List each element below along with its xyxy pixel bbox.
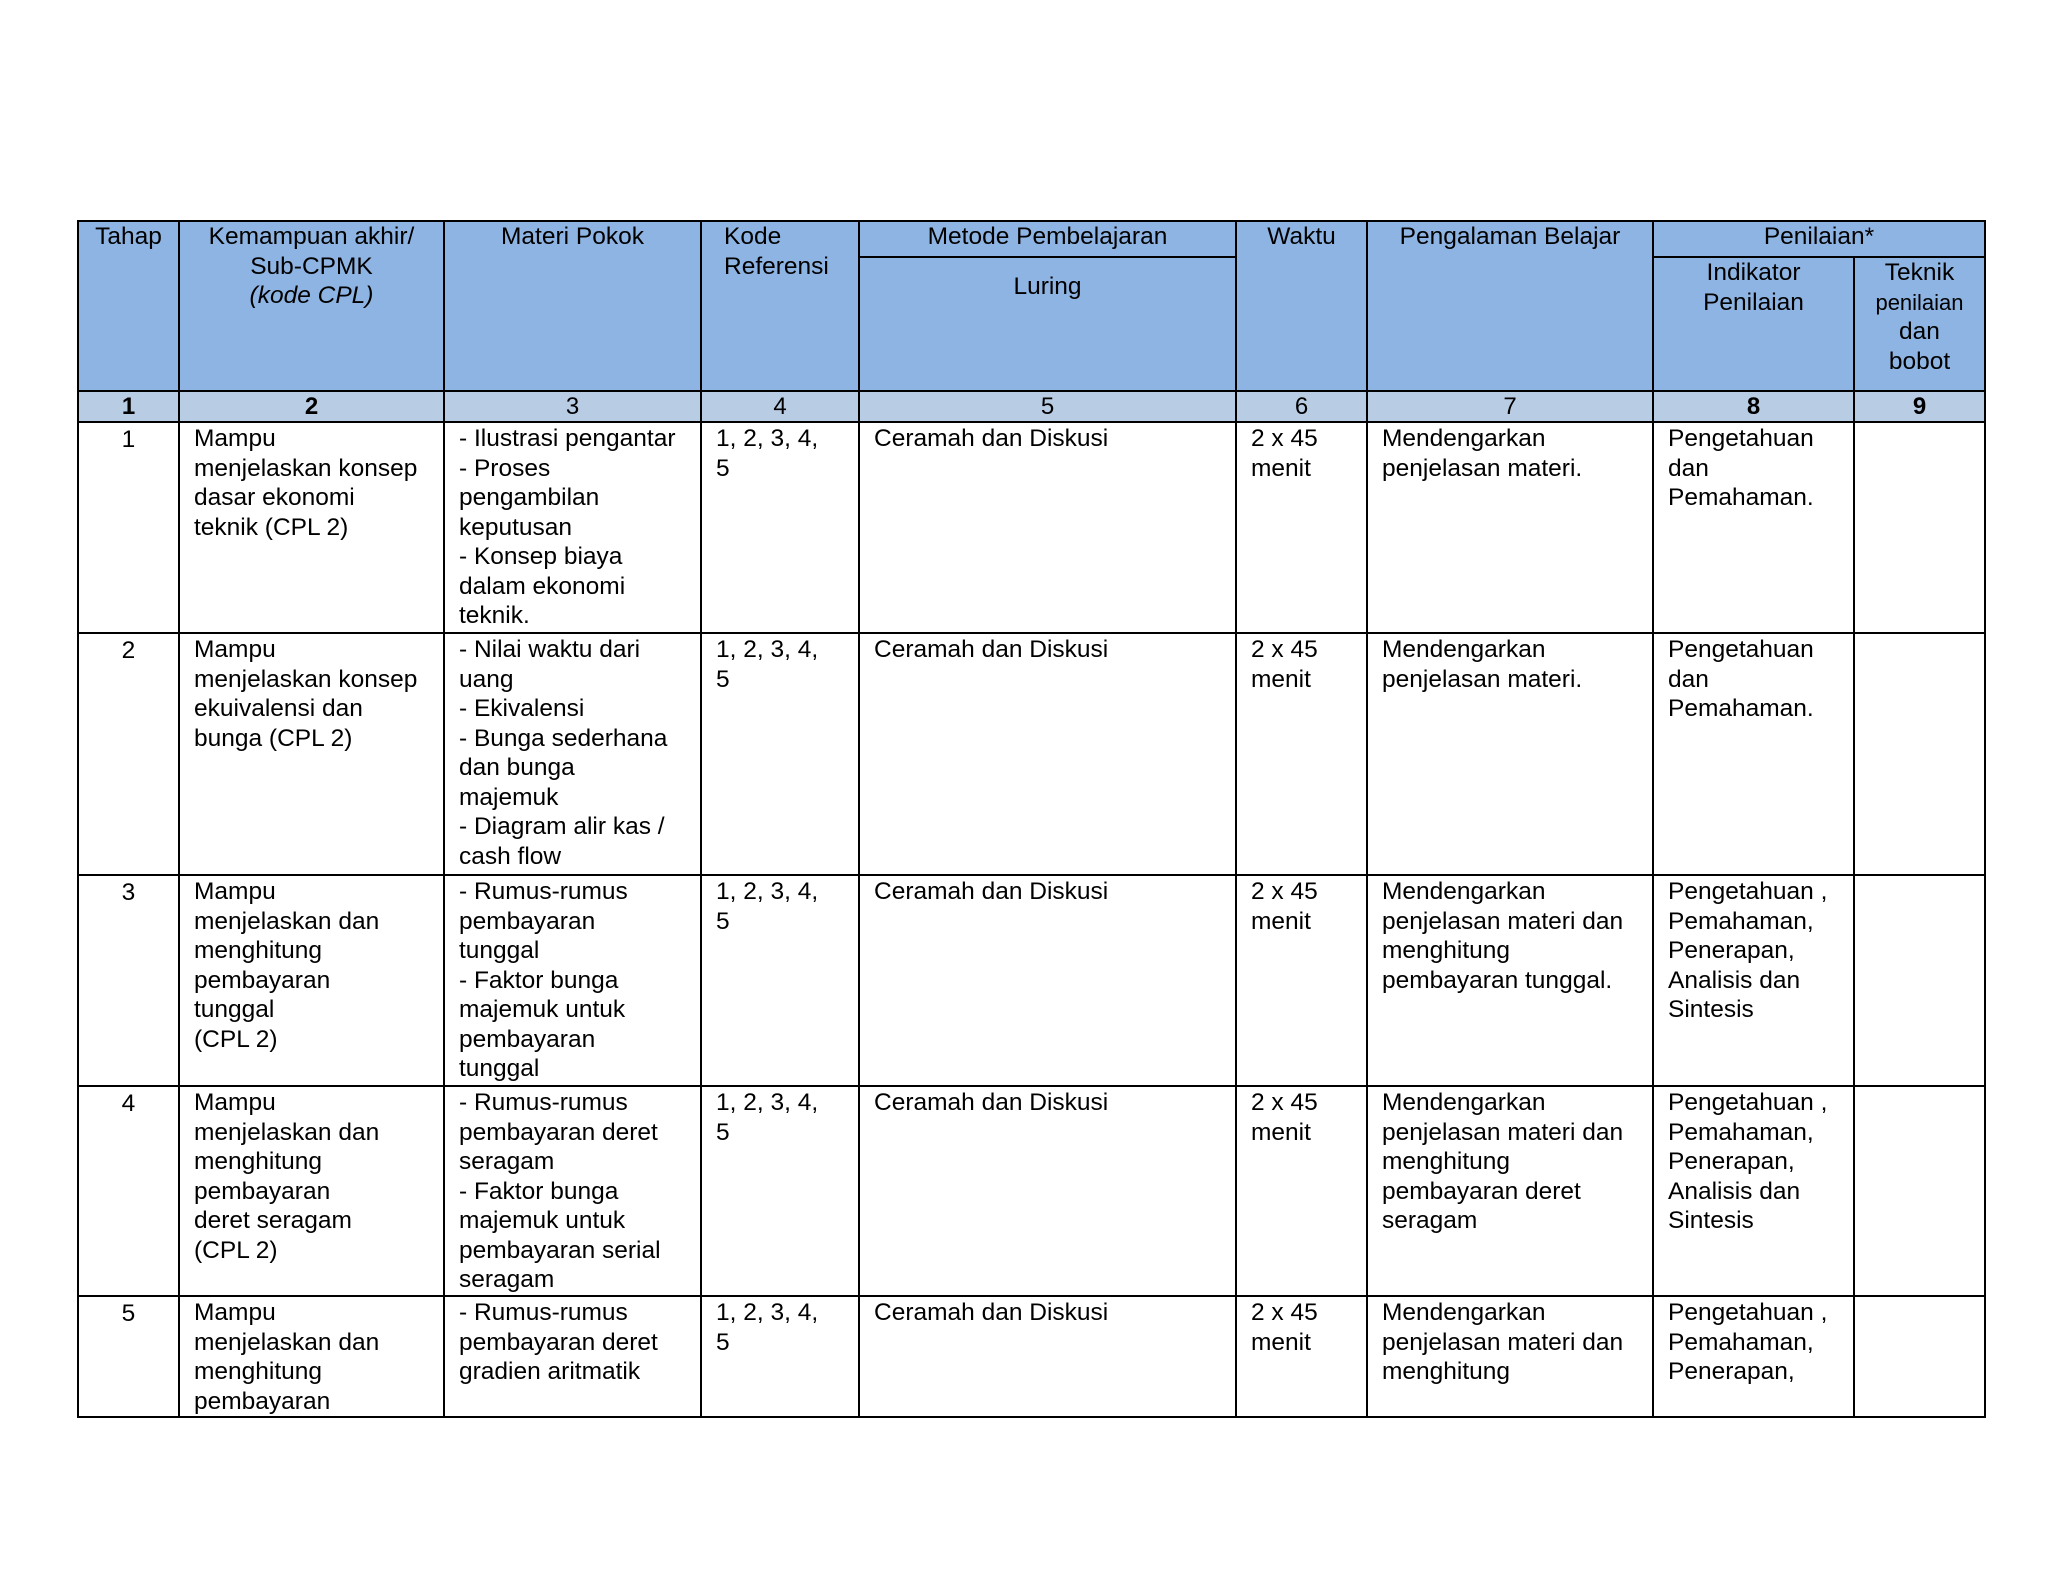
- pengalaman-belajar-line: Mendengarkan: [1382, 636, 1546, 663]
- header-penilaian: Penilaian*: [1653, 221, 1985, 257]
- header-materi: Materi Pokok: [444, 221, 701, 391]
- kemampuan-line: menghitung: [194, 1148, 323, 1175]
- pengalaman-belajar-line: penjelasan materi.: [1382, 665, 1583, 693]
- kode-referensi-line: 5: [716, 454, 730, 482]
- luring-line: Ceramah dan Diskusi: [874, 878, 1109, 905]
- indikator-penilaian-cell: [1653, 422, 1854, 633]
- kemampuan-line: menghitung: [194, 1358, 323, 1385]
- table-row: [78, 633, 1985, 875]
- indikator-penilaian-line: Pemahaman,: [1668, 1328, 1814, 1356]
- kode-referensi-line: 1, 2, 3, 4,: [716, 425, 819, 452]
- indikator-penilaian-line: Penerapan,: [1668, 937, 1795, 964]
- materi-pokok-line: keputusan: [459, 513, 573, 541]
- header-kode-line: Kode: [724, 223, 782, 250]
- materi-pokok-line: uang: [459, 665, 514, 693]
- materi-pokok-line: dan bunga: [459, 754, 575, 781]
- header-indikator-line: Penilaian: [1703, 288, 1804, 316]
- materi-pokok-line: cash flow: [459, 842, 562, 870]
- header-indikator-line: Indikator: [1706, 259, 1801, 286]
- pengalaman-belajar-line: Mendengarkan: [1382, 878, 1546, 905]
- header-kemampuan-line: Sub-CPMK: [250, 252, 373, 280]
- materi-pokok-line: majemuk untuk: [459, 996, 626, 1023]
- materi-pokok-line: majemuk untuk: [459, 1207, 626, 1234]
- tahap-cell: 2: [78, 633, 179, 875]
- kemampuan-line: pembayaran: [194, 1387, 331, 1415]
- luring-cell: [859, 422, 1236, 633]
- teknik-penilaian-cell: [1854, 422, 1985, 633]
- header-pengalaman-belajar: Pengalaman Belajar: [1367, 221, 1653, 391]
- waktu-line: menit: [1251, 907, 1311, 935]
- kode-referensi-cell: [701, 1296, 859, 1417]
- materi-pokok-line: pembayaran: [459, 1025, 596, 1053]
- pengalaman-belajar-line: menghitung: [1382, 937, 1511, 964]
- waktu-line: menit: [1251, 454, 1311, 482]
- kode-referensi-line: 1, 2, 3, 4,: [716, 878, 819, 905]
- indikator-penilaian-cell: [1653, 1296, 1854, 1417]
- indikator-penilaian-line: Pemahaman.: [1668, 695, 1814, 722]
- kemampuan-line: Mampu: [194, 1089, 276, 1116]
- kemampuan-cell: [179, 422, 444, 633]
- pengalaman-belajar-cell: [1367, 875, 1653, 1086]
- column-number: 7: [1367, 391, 1653, 422]
- materi-pokok-line: gradien aritmatik: [459, 1358, 641, 1385]
- table-row: [78, 422, 1985, 633]
- materi-pokok-line: - Faktor bunga: [459, 966, 619, 994]
- kemampuan-cell: [179, 1086, 444, 1296]
- table-row: [78, 1086, 1985, 1296]
- kemampuan-line: ekuivalensi dan: [194, 695, 363, 722]
- waktu-cell: [1236, 1086, 1367, 1296]
- header-teknik-line: bobot: [1888, 347, 1951, 375]
- column-number: 9: [1854, 391, 1985, 422]
- table-row: [78, 875, 1985, 1086]
- kode-referensi-line: 1, 2, 3, 4,: [716, 1089, 819, 1116]
- materi-pokok-cell: [444, 633, 701, 875]
- indikator-penilaian-line: Sintesis: [1668, 996, 1754, 1023]
- pengalaman-belajar-cell: [1367, 633, 1653, 875]
- waktu-line: menit: [1251, 1118, 1311, 1146]
- luring-cell: [859, 1086, 1236, 1296]
- indikator-penilaian-line: Pengetahuan: [1668, 636, 1814, 663]
- lesson-plan-table: [77, 220, 1986, 1418]
- teknik-penilaian-cell: [1854, 1086, 1985, 1296]
- materi-pokok-line: pembayaran deret: [459, 1118, 658, 1146]
- waktu-line: menit: [1251, 1328, 1311, 1356]
- waktu-line: 2 x 45: [1251, 636, 1318, 663]
- pengalaman-belajar-line: penjelasan materi.: [1382, 454, 1583, 482]
- luring-line: Ceramah dan Diskusi: [874, 1299, 1109, 1326]
- kode-referensi-cell: [701, 422, 859, 633]
- indikator-penilaian-cell: [1653, 633, 1854, 875]
- column-number: 6: [1236, 391, 1367, 422]
- kemampuan-line: dasar ekonomi: [194, 484, 355, 511]
- waktu-line: 2 x 45: [1251, 878, 1318, 905]
- header-kemampuan: [179, 221, 444, 391]
- table-body: [78, 422, 1985, 1417]
- indikator-penilaian-line: Analisis dan: [1668, 1177, 1801, 1205]
- pengalaman-belajar-line: Mendengarkan: [1382, 1299, 1546, 1326]
- header-kemampuan-line: Kemampuan akhir/: [208, 223, 415, 250]
- header-teknik-penilaian: [1854, 257, 1985, 391]
- materi-pokok-line: tunggal: [459, 937, 540, 964]
- waktu-line: menit: [1251, 665, 1311, 693]
- pengalaman-belajar-line: Mendengarkan: [1382, 425, 1546, 452]
- indikator-penilaian-line: Pengetahuan ,: [1668, 878, 1828, 905]
- indikator-penilaian-line: Penerapan,: [1668, 1148, 1795, 1175]
- waktu-cell: [1236, 1296, 1367, 1417]
- teknik-penilaian-cell: [1854, 633, 1985, 875]
- kemampuan-cell: [179, 633, 444, 875]
- tahap-cell: 5: [78, 1296, 179, 1417]
- indikator-penilaian-line: Pemahaman.: [1668, 484, 1814, 511]
- teknik-penilaian-cell: [1854, 1296, 1985, 1417]
- header-kemampuan-kode-cpl: (kode CPL): [249, 282, 374, 309]
- kode-referensi-line: 1, 2, 3, 4,: [716, 1299, 819, 1326]
- kemampuan-cell: [179, 875, 444, 1086]
- kemampuan-line: Mampu: [194, 1299, 276, 1326]
- kemampuan-line: pembayaran: [194, 966, 331, 994]
- luring-line: Ceramah dan Diskusi: [874, 425, 1109, 452]
- indikator-penilaian-line: Sintesis: [1668, 1207, 1754, 1234]
- pengalaman-belajar-line: pembayaran deret: [1382, 1177, 1581, 1205]
- indikator-penilaian-line: Pengetahuan: [1668, 425, 1814, 452]
- kemampuan-line: (CPL 2): [194, 1236, 278, 1264]
- indikator-penilaian-line: dan: [1668, 665, 1709, 693]
- tahap-cell: 3: [78, 875, 179, 1086]
- column-number: 1: [78, 391, 179, 422]
- kemampuan-line: (CPL 2): [194, 1025, 278, 1053]
- materi-pokok-line: - Diagram alir kas /: [459, 813, 665, 840]
- materi-pokok-line: majemuk: [459, 783, 559, 811]
- indikator-penilaian-cell: [1653, 1086, 1854, 1296]
- column-number-row: [78, 391, 1985, 422]
- header-teknik-line: dan: [1899, 318, 1940, 345]
- luring-cell: [859, 633, 1236, 875]
- kemampuan-cell: [179, 1296, 444, 1417]
- indikator-penilaian-cell: [1653, 875, 1854, 1086]
- kemampuan-line: tunggal: [194, 996, 275, 1023]
- kode-referensi-cell: [701, 633, 859, 875]
- header-waktu: Waktu: [1236, 221, 1367, 391]
- indikator-penilaian-line: Pemahaman,: [1668, 1118, 1814, 1146]
- header-kode-referensi: [701, 221, 859, 391]
- pengalaman-belajar-line: Mendengarkan: [1382, 1089, 1546, 1116]
- indikator-penilaian-line: Pemahaman,: [1668, 907, 1814, 935]
- kode-referensi-line: 5: [716, 665, 730, 693]
- table-header: [78, 221, 1985, 422]
- column-number: 4: [701, 391, 859, 422]
- waktu-cell: [1236, 422, 1367, 633]
- indikator-penilaian-line: dan: [1668, 454, 1709, 482]
- kemampuan-line: menjelaskan dan: [194, 907, 380, 935]
- pengalaman-belajar-cell: [1367, 422, 1653, 633]
- materi-pokok-line: pembayaran deret: [459, 1328, 658, 1356]
- waktu-line: 2 x 45: [1251, 425, 1318, 452]
- materi-pokok-line: - Faktor bunga: [459, 1177, 619, 1205]
- kemampuan-line: teknik (CPL 2): [194, 513, 349, 541]
- materi-pokok-line: - Rumus-rumus: [459, 1299, 628, 1326]
- indikator-penilaian-line: Penerapan,: [1668, 1358, 1795, 1385]
- materi-pokok-line: - Bunga sederhana: [459, 724, 668, 752]
- column-number: 8: [1653, 391, 1854, 422]
- pengalaman-belajar-line: menghitung: [1382, 1148, 1511, 1175]
- header-tahap: Tahap: [78, 221, 179, 391]
- tahap-cell: 1: [78, 422, 179, 633]
- materi-pokok-line: dalam ekonomi: [459, 572, 626, 600]
- header-kode-line: Referensi: [724, 252, 829, 280]
- pengalaman-belajar-line: penjelasan materi dan: [1382, 907, 1624, 935]
- kemampuan-line: menjelaskan dan: [194, 1118, 380, 1146]
- indikator-penilaian-line: Pengetahuan ,: [1668, 1089, 1828, 1116]
- materi-pokok-line: - Ekivalensi: [459, 695, 585, 722]
- luring-line: Ceramah dan Diskusi: [874, 1089, 1109, 1116]
- materi-pokok-line: pengambilan: [459, 484, 600, 511]
- pengalaman-belajar-line: penjelasan materi dan: [1382, 1118, 1624, 1146]
- indikator-penilaian-line: Analisis dan: [1668, 966, 1801, 994]
- kode-referensi-line: 5: [716, 907, 730, 935]
- luring-cell: [859, 1296, 1236, 1417]
- materi-pokok-line: seragam: [459, 1266, 555, 1293]
- kode-referensi-cell: [701, 1086, 859, 1296]
- header-teknik-line: Teknik: [1884, 259, 1955, 286]
- materi-pokok-line: - Rumus-rumus: [459, 878, 628, 905]
- materi-pokok-cell: [444, 875, 701, 1086]
- luring-line: Ceramah dan Diskusi: [874, 636, 1109, 663]
- kemampuan-line: bunga (CPL 2): [194, 724, 353, 752]
- materi-pokok-cell: [444, 1086, 701, 1296]
- pengalaman-belajar-cell: [1367, 1296, 1653, 1417]
- waktu-cell: [1236, 633, 1367, 875]
- header-luring: Luring: [859, 257, 1236, 391]
- materi-pokok-cell: [444, 422, 701, 633]
- header-indikator-penilaian: [1653, 257, 1854, 391]
- materi-pokok-line: - Ilustrasi pengantar: [459, 425, 676, 452]
- column-number: 3: [444, 391, 701, 422]
- kemampuan-line: Mampu: [194, 878, 276, 905]
- waktu-line: 2 x 45: [1251, 1299, 1318, 1326]
- materi-pokok-line: - Proses: [459, 454, 551, 482]
- materi-pokok-line: teknik.: [459, 602, 530, 629]
- materi-pokok-line: pembayaran serial: [459, 1236, 661, 1264]
- waktu-line: 2 x 45: [1251, 1089, 1318, 1116]
- tahap-cell: 4: [78, 1086, 179, 1296]
- materi-pokok-cell: [444, 1296, 701, 1417]
- pengalaman-belajar-line: seragam: [1382, 1207, 1478, 1234]
- materi-pokok-line: seragam: [459, 1148, 555, 1175]
- luring-cell: [859, 875, 1236, 1086]
- materi-pokok-line: - Rumus-rumus: [459, 1089, 628, 1116]
- waktu-cell: [1236, 875, 1367, 1086]
- indikator-penilaian-line: Pengetahuan ,: [1668, 1299, 1828, 1326]
- pengalaman-belajar-line: penjelasan materi dan: [1382, 1328, 1624, 1356]
- kemampuan-line: deret seragam: [194, 1207, 352, 1234]
- header-metode-pembelajaran: Metode Pembelajaran: [859, 221, 1236, 257]
- kode-referensi-line: 5: [716, 1328, 730, 1356]
- pengalaman-belajar-cell: [1367, 1086, 1653, 1296]
- table-row: [78, 1296, 1985, 1417]
- materi-pokok-line: tunggal: [459, 1055, 540, 1082]
- column-number: 2: [179, 391, 444, 422]
- kode-referensi-line: 1, 2, 3, 4,: [716, 636, 819, 663]
- header-teknik-line: penilaian: [1875, 289, 1964, 315]
- pengalaman-belajar-line: menghitung: [1382, 1358, 1511, 1385]
- kemampuan-line: Mampu: [194, 636, 276, 663]
- kemampuan-line: menjelaskan dan: [194, 1328, 380, 1356]
- kemampuan-line: Mampu: [194, 425, 276, 452]
- kemampuan-line: menghitung: [194, 937, 323, 964]
- materi-pokok-line: - Konsep biaya: [459, 543, 623, 570]
- kemampuan-line: pembayaran: [194, 1177, 331, 1205]
- kode-referensi-line: 5: [716, 1118, 730, 1146]
- kemampuan-line: menjelaskan konsep: [194, 454, 418, 482]
- kode-referensi-cell: [701, 875, 859, 1086]
- materi-pokok-line: - Nilai waktu dari: [459, 636, 641, 663]
- kemampuan-line: menjelaskan konsep: [194, 665, 418, 693]
- teknik-penilaian-cell: [1854, 875, 1985, 1086]
- column-number: 5: [859, 391, 1236, 422]
- pengalaman-belajar-line: pembayaran tunggal.: [1382, 966, 1613, 994]
- materi-pokok-line: pembayaran: [459, 907, 596, 935]
